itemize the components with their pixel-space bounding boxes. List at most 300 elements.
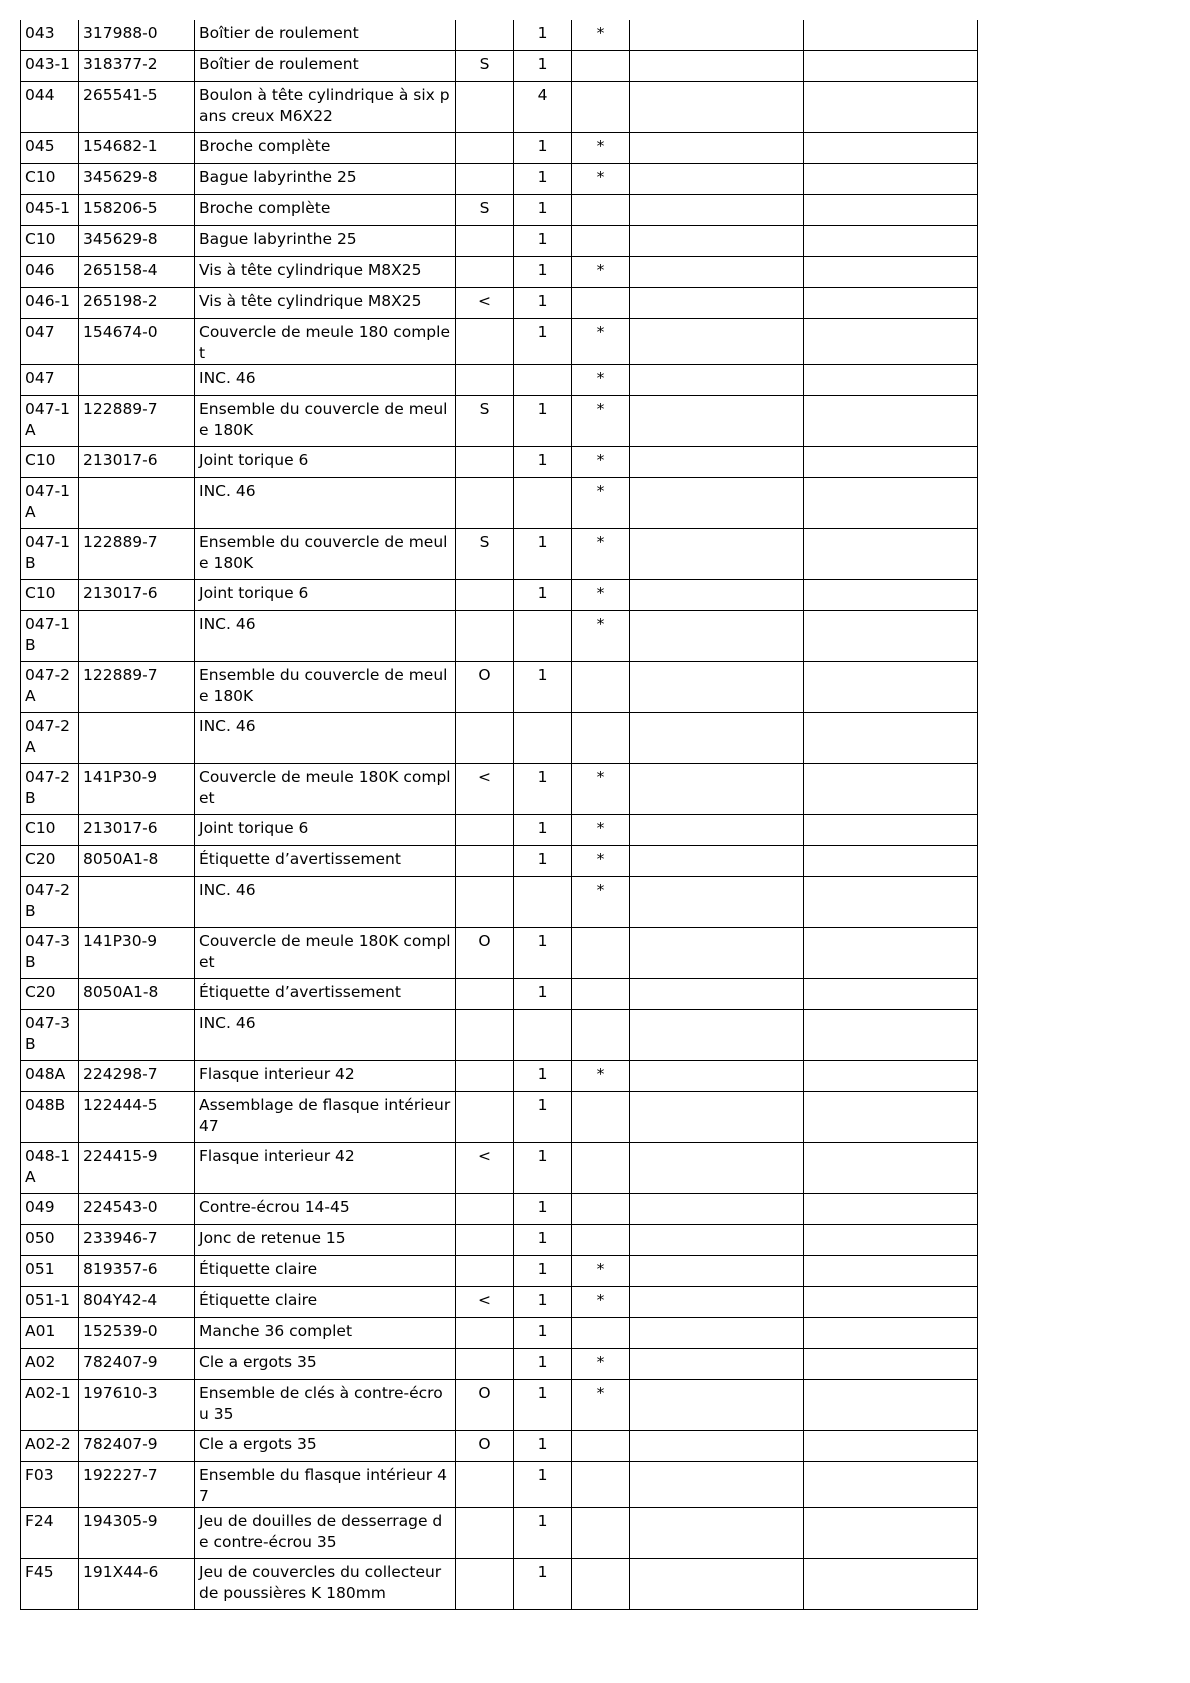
note-cell (630, 133, 804, 164)
remark-cell (804, 1559, 978, 1610)
quantity-cell: 1 (514, 396, 572, 447)
remark-cell (804, 396, 978, 447)
description-cell: Manche 36 complet (195, 1318, 456, 1349)
description-cell: Cle a ergots 35 (195, 1431, 456, 1462)
part-number-cell: 345629-8 (79, 164, 195, 195)
note-cell (630, 51, 804, 82)
remark-cell (804, 195, 978, 226)
quantity-cell: 1 (514, 51, 572, 82)
mark-cell (456, 257, 514, 288)
description-cell: Ensemble du couvercle de meule 180K (195, 662, 456, 713)
item-number-cell: 048A (21, 1061, 79, 1092)
description-cell: Jonc de retenue 15 (195, 1225, 456, 1256)
quantity-cell (514, 877, 572, 928)
part-number-cell: 318377-2 (79, 51, 195, 82)
description-cell: Bague labyrinthe 25 (195, 164, 456, 195)
item-number-cell: 051-1 (21, 1287, 79, 1318)
mark-cell: O (456, 1431, 514, 1462)
part-number-cell (79, 1010, 195, 1061)
mark-cell (456, 1508, 514, 1559)
star-cell (572, 1143, 630, 1194)
description-cell: Flasque interieur 42 (195, 1143, 456, 1194)
star-cell (572, 82, 630, 133)
description-cell: Étiquette d’avertissement (195, 846, 456, 877)
star-cell: * (572, 1061, 630, 1092)
mark-cell (456, 133, 514, 164)
star-cell (572, 713, 630, 764)
note-cell (630, 1256, 804, 1287)
mark-cell (456, 1092, 514, 1143)
mark-cell (456, 20, 514, 51)
quantity-cell: 1 (514, 1318, 572, 1349)
description-cell: Vis à tête cylindrique M8X25 (195, 288, 456, 319)
star-cell: * (572, 478, 630, 529)
item-number-cell: 047 (21, 319, 79, 365)
quantity-cell: 1 (514, 1225, 572, 1256)
quantity-cell (514, 713, 572, 764)
mark-cell (456, 1225, 514, 1256)
item-number-cell: 051 (21, 1256, 79, 1287)
remark-cell (804, 1061, 978, 1092)
note-cell (630, 365, 804, 396)
item-number-cell: 050 (21, 1225, 79, 1256)
table-row (21, 1318, 978, 1349)
table-row (21, 447, 978, 478)
quantity-cell: 1 (514, 662, 572, 713)
mark-cell: S (456, 195, 514, 226)
remark-cell (804, 1092, 978, 1143)
quantity-cell: 1 (514, 1559, 572, 1610)
note-cell (630, 529, 804, 580)
star-cell: * (572, 1287, 630, 1318)
part-number-cell: 782407-9 (79, 1349, 195, 1380)
mark-cell: S (456, 529, 514, 580)
table-row (21, 1431, 978, 1462)
table-row (21, 928, 978, 979)
note-cell (630, 20, 804, 51)
quantity-cell: 1 (514, 20, 572, 51)
mark-cell (456, 1462, 514, 1508)
item-number-cell: C20 (21, 979, 79, 1010)
star-cell (572, 1431, 630, 1462)
note-cell (630, 1559, 804, 1610)
description-cell: Joint torique 6 (195, 580, 456, 611)
star-cell (572, 1559, 630, 1610)
table-row (21, 82, 978, 133)
remark-cell (804, 1194, 978, 1225)
quantity-cell: 1 (514, 1287, 572, 1318)
note-cell (630, 815, 804, 846)
quantity-cell: 1 (514, 1431, 572, 1462)
remark-cell (804, 1508, 978, 1559)
part-number-cell (79, 713, 195, 764)
note-cell (630, 1010, 804, 1061)
item-number-cell: 047-2A (21, 713, 79, 764)
part-number-cell: 192227-7 (79, 1462, 195, 1508)
star-cell: * (572, 764, 630, 815)
quantity-cell: 1 (514, 288, 572, 319)
mark-cell (456, 1194, 514, 1225)
table-row (21, 365, 978, 396)
note-cell (630, 1431, 804, 1462)
remark-cell (804, 20, 978, 51)
item-number-cell: 047-1A (21, 478, 79, 529)
item-number-cell: 047-2A (21, 662, 79, 713)
remark-cell (804, 713, 978, 764)
remark-cell (804, 478, 978, 529)
mark-cell (456, 1256, 514, 1287)
item-number-cell: 047-1B (21, 611, 79, 662)
item-number-cell: 049 (21, 1194, 79, 1225)
table-row (21, 1380, 978, 1431)
remark-cell (804, 226, 978, 257)
remark-cell (804, 1256, 978, 1287)
quantity-cell: 1 (514, 195, 572, 226)
remark-cell (804, 529, 978, 580)
mark-cell (456, 82, 514, 133)
note-cell (630, 1380, 804, 1431)
description-cell: Ensemble du couvercle de meule 180K (195, 396, 456, 447)
part-number-cell: 194305-9 (79, 1508, 195, 1559)
remark-cell (804, 1225, 978, 1256)
quantity-cell: 1 (514, 1349, 572, 1380)
part-number-cell: 191X44-6 (79, 1559, 195, 1610)
item-number-cell: 045-1 (21, 195, 79, 226)
description-cell: INC. 46 (195, 611, 456, 662)
table-row (21, 1287, 978, 1318)
mark-cell (456, 1559, 514, 1610)
item-number-cell: 047-2B (21, 764, 79, 815)
star-cell: * (572, 877, 630, 928)
quantity-cell: 1 (514, 529, 572, 580)
part-number-cell: 213017-6 (79, 580, 195, 611)
item-number-cell: 043-1 (21, 51, 79, 82)
note-cell (630, 928, 804, 979)
mark-cell (456, 713, 514, 764)
table-row (21, 611, 978, 662)
note-cell (630, 1143, 804, 1194)
table-row (21, 133, 978, 164)
description-cell: Boulon à tête cylindrique à six pans creux M6X22 (195, 82, 456, 133)
item-number-cell: A02-1 (21, 1380, 79, 1431)
star-cell: * (572, 1256, 630, 1287)
table-row (21, 1092, 978, 1143)
mark-cell: < (456, 1143, 514, 1194)
quantity-cell (514, 478, 572, 529)
quantity-cell: 1 (514, 815, 572, 846)
quantity-cell (514, 1010, 572, 1061)
description-cell: Jeu de couvercles du collecteur de poussières K 180mm (195, 1559, 456, 1610)
description-cell: Couvercle de meule 180 complet (195, 319, 456, 365)
remark-cell (804, 611, 978, 662)
table-row (21, 226, 978, 257)
remark-cell (804, 1010, 978, 1061)
table-row (21, 877, 978, 928)
star-cell (572, 195, 630, 226)
part-number-cell: 197610-3 (79, 1380, 195, 1431)
description-cell: Étiquette claire (195, 1287, 456, 1318)
star-cell (572, 1010, 630, 1061)
star-cell: * (572, 20, 630, 51)
star-cell: * (572, 133, 630, 164)
item-number-cell: A01 (21, 1318, 79, 1349)
note-cell (630, 1508, 804, 1559)
mark-cell (456, 1061, 514, 1092)
description-cell: Ensemble du flasque intérieur 47 (195, 1462, 456, 1508)
quantity-cell: 1 (514, 1194, 572, 1225)
quantity-cell: 1 (514, 979, 572, 1010)
description-cell: INC. 46 (195, 713, 456, 764)
remark-cell (804, 133, 978, 164)
star-cell: * (572, 396, 630, 447)
note-cell (630, 580, 804, 611)
quantity-cell: 1 (514, 1508, 572, 1559)
description-cell: Étiquette claire (195, 1256, 456, 1287)
star-cell (572, 1508, 630, 1559)
part-number-cell (79, 877, 195, 928)
item-number-cell: A02 (21, 1349, 79, 1380)
item-number-cell: F03 (21, 1462, 79, 1508)
description-cell: Bague labyrinthe 25 (195, 226, 456, 257)
note-cell (630, 1061, 804, 1092)
description-cell: INC. 46 (195, 365, 456, 396)
description-cell: INC. 46 (195, 877, 456, 928)
description-cell: Cle a ergots 35 (195, 1349, 456, 1380)
part-number-cell: 122889-7 (79, 529, 195, 580)
star-cell (572, 288, 630, 319)
table-row (21, 51, 978, 82)
item-number-cell: C10 (21, 226, 79, 257)
mark-cell: O (456, 1380, 514, 1431)
note-cell (630, 288, 804, 319)
quantity-cell: 1 (514, 1061, 572, 1092)
table-row (21, 662, 978, 713)
note-cell (630, 226, 804, 257)
item-number-cell: F45 (21, 1559, 79, 1610)
table-row (21, 288, 978, 319)
star-cell: * (572, 1380, 630, 1431)
quantity-cell: 1 (514, 447, 572, 478)
remark-cell (804, 877, 978, 928)
note-cell (630, 447, 804, 478)
table-row (21, 580, 978, 611)
mark-cell (456, 1349, 514, 1380)
item-number-cell: 047-1A (21, 396, 79, 447)
note-cell (630, 611, 804, 662)
star-cell: * (572, 611, 630, 662)
note-cell (630, 319, 804, 365)
part-number-cell: 224543-0 (79, 1194, 195, 1225)
star-cell: * (572, 580, 630, 611)
quantity-cell: 1 (514, 846, 572, 877)
part-number-cell: 782407-9 (79, 1431, 195, 1462)
star-cell: * (572, 529, 630, 580)
quantity-cell: 1 (514, 164, 572, 195)
part-number-cell: 158206-5 (79, 195, 195, 226)
part-number-cell: 8050A1-8 (79, 846, 195, 877)
note-cell (630, 396, 804, 447)
table-row (21, 396, 978, 447)
part-number-cell: 224415-9 (79, 1143, 195, 1194)
item-number-cell: A02-2 (21, 1431, 79, 1462)
item-number-cell: 047-1B (21, 529, 79, 580)
mark-cell: S (456, 396, 514, 447)
star-cell (572, 1225, 630, 1256)
mark-cell: S (456, 51, 514, 82)
description-cell: Couvercle de meule 180K complet (195, 764, 456, 815)
star-cell (572, 979, 630, 1010)
remark-cell (804, 1462, 978, 1508)
item-number-cell: C20 (21, 846, 79, 877)
star-cell: * (572, 447, 630, 478)
note-cell (630, 1092, 804, 1143)
remark-cell (804, 1318, 978, 1349)
remark-cell (804, 1431, 978, 1462)
table-row (21, 319, 978, 365)
description-cell: Joint torique 6 (195, 447, 456, 478)
description-cell: Couvercle de meule 180K complet (195, 928, 456, 979)
part-number-cell: 122889-7 (79, 396, 195, 447)
note-cell (630, 979, 804, 1010)
item-number-cell: 047-3B (21, 1010, 79, 1061)
quantity-cell: 1 (514, 1462, 572, 1508)
quantity-cell (514, 365, 572, 396)
part-number-cell: 154674-0 (79, 319, 195, 365)
part-number-cell: 265541-5 (79, 82, 195, 133)
item-number-cell: C10 (21, 447, 79, 478)
item-number-cell: F24 (21, 1508, 79, 1559)
part-number-cell: 317988-0 (79, 20, 195, 51)
part-number-cell: 213017-6 (79, 447, 195, 478)
mark-cell (456, 447, 514, 478)
part-number-cell: 224298-7 (79, 1061, 195, 1092)
star-cell: * (572, 846, 630, 877)
star-cell: * (572, 319, 630, 365)
note-cell (630, 764, 804, 815)
part-number-cell: 345629-8 (79, 226, 195, 257)
mark-cell: O (456, 928, 514, 979)
parts-table (20, 20, 978, 1610)
quantity-cell: 1 (514, 1143, 572, 1194)
remark-cell (804, 51, 978, 82)
item-number-cell: C10 (21, 815, 79, 846)
quantity-cell (514, 611, 572, 662)
table-row (21, 1462, 978, 1508)
remark-cell (804, 662, 978, 713)
description-cell: Vis à tête cylindrique M8X25 (195, 257, 456, 288)
star-cell: * (572, 164, 630, 195)
description-cell: Contre-écrou 14-45 (195, 1194, 456, 1225)
star-cell (572, 1462, 630, 1508)
item-number-cell: 048-1A (21, 1143, 79, 1194)
table-row (21, 764, 978, 815)
note-cell (630, 1462, 804, 1508)
remark-cell (804, 815, 978, 846)
star-cell (572, 1194, 630, 1225)
note-cell (630, 1194, 804, 1225)
star-cell: * (572, 257, 630, 288)
remark-cell (804, 288, 978, 319)
mark-cell (456, 979, 514, 1010)
part-number-cell: 141P30-9 (79, 928, 195, 979)
mark-cell (456, 319, 514, 365)
part-number-cell: 122889-7 (79, 662, 195, 713)
description-cell: Ensemble de clés à contre-écrou 35 (195, 1380, 456, 1431)
part-number-cell: 819357-6 (79, 1256, 195, 1287)
mark-cell (456, 846, 514, 877)
note-cell (630, 1225, 804, 1256)
part-number-cell: 141P30-9 (79, 764, 195, 815)
mark-cell (456, 1318, 514, 1349)
description-cell: Boîtier de roulement (195, 20, 456, 51)
star-cell: * (572, 365, 630, 396)
remark-cell (804, 1143, 978, 1194)
mark-cell (456, 611, 514, 662)
mark-cell: < (456, 1287, 514, 1318)
description-cell: Joint torique 6 (195, 815, 456, 846)
quantity-cell: 1 (514, 133, 572, 164)
remark-cell (804, 580, 978, 611)
part-number-cell: 265198-2 (79, 288, 195, 319)
remark-cell (804, 764, 978, 815)
part-number-cell: 804Y42-4 (79, 1287, 195, 1318)
part-number-cell: 8050A1-8 (79, 979, 195, 1010)
description-cell: Étiquette d’avertissement (195, 979, 456, 1010)
table-row (21, 257, 978, 288)
remark-cell (804, 319, 978, 365)
description-cell: Jeu de douilles de desserrage de contre-écrou 35 (195, 1508, 456, 1559)
description-cell: Boîtier de roulement (195, 51, 456, 82)
remark-cell (804, 979, 978, 1010)
table-row (21, 713, 978, 764)
remark-cell (804, 1287, 978, 1318)
item-number-cell: C10 (21, 580, 79, 611)
quantity-cell: 1 (514, 226, 572, 257)
remark-cell (804, 82, 978, 133)
remark-cell (804, 846, 978, 877)
quantity-cell: 1 (514, 319, 572, 365)
table-row (21, 979, 978, 1010)
remark-cell (804, 164, 978, 195)
description-cell: INC. 46 (195, 478, 456, 529)
table-row (21, 20, 978, 51)
note-cell (630, 877, 804, 928)
star-cell (572, 51, 630, 82)
item-number-cell: 047 (21, 365, 79, 396)
part-number-cell: 152539-0 (79, 1318, 195, 1349)
table-row (21, 164, 978, 195)
item-number-cell: 046-1 (21, 288, 79, 319)
item-number-cell: 048B (21, 1092, 79, 1143)
table-row (21, 815, 978, 846)
item-number-cell: 047-2B (21, 877, 79, 928)
star-cell (572, 1318, 630, 1349)
mark-cell: O (456, 662, 514, 713)
description-cell: Ensemble du couvercle de meule 180K (195, 529, 456, 580)
table-row (21, 1508, 978, 1559)
star-cell (572, 662, 630, 713)
part-number-cell: 265158-4 (79, 257, 195, 288)
item-number-cell: 044 (21, 82, 79, 133)
note-cell (630, 662, 804, 713)
remark-cell (804, 257, 978, 288)
table-row (21, 1143, 978, 1194)
quantity-cell: 1 (514, 764, 572, 815)
mark-cell (456, 580, 514, 611)
note-cell (630, 82, 804, 133)
table-row (21, 478, 978, 529)
mark-cell (456, 815, 514, 846)
